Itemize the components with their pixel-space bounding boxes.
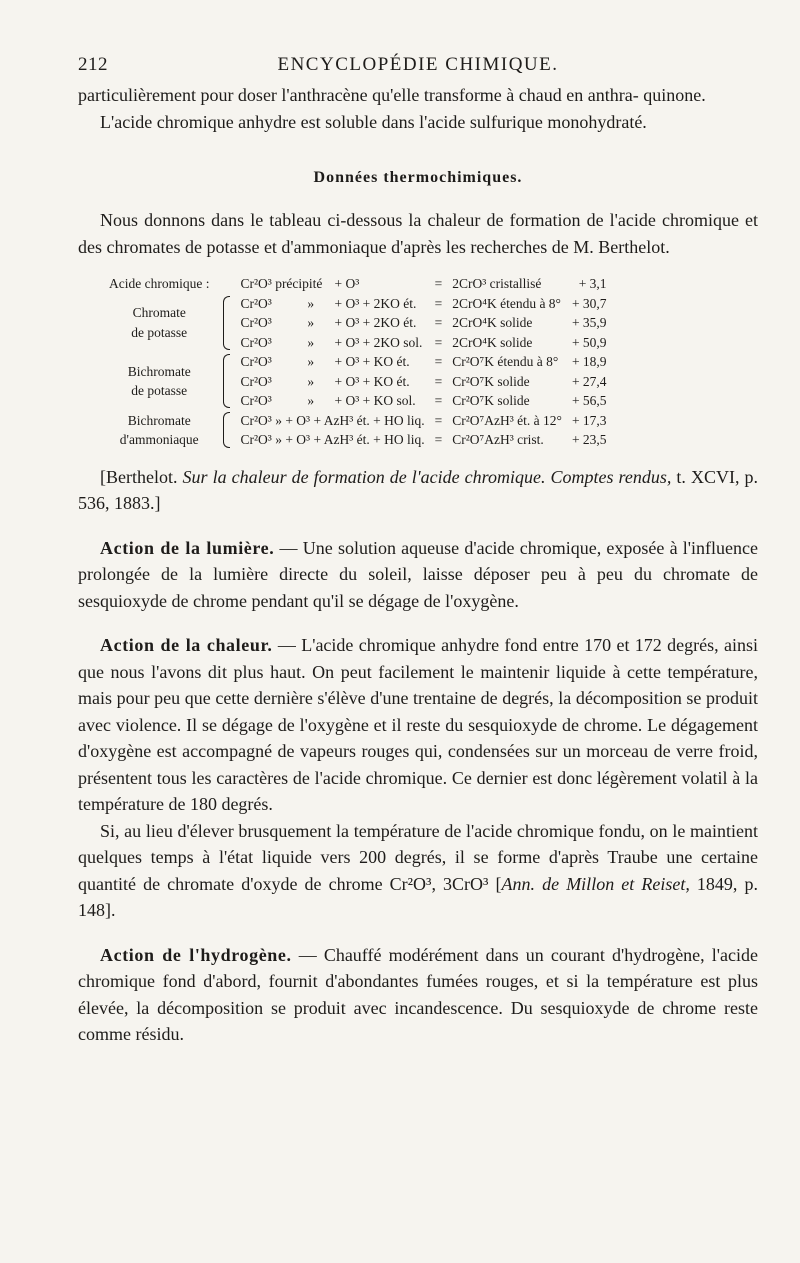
heat-value: + 30,7: [571, 295, 607, 311]
ditto-mark: »: [307, 315, 315, 330]
reactant: Cr²O³: [240, 315, 272, 330]
heat-value: + 35,9: [571, 315, 607, 330]
ditto-mark: »: [307, 334, 315, 350]
running-head: ENCYCLOPÉDIE CHIMIQUE.: [277, 54, 559, 75]
thermochemistry-table: [104, 274, 612, 450]
citation: [Berthelot. Sur la chaleur de formation de l'acide chromique. Comptes rendus, t. XCVI, p. 536, 1883.]: [78, 466, 759, 513]
heat-value: + 3,1: [578, 276, 607, 291]
added-reagents: + O³: [334, 276, 360, 291]
product: Cr²O⁷AzH³ crist.: [452, 432, 544, 447]
reactant: Cr²O³: [240, 393, 272, 408]
product: Cr²O⁷AzH³ ét. à 12°: [452, 412, 562, 428]
equals-sign: =: [434, 354, 443, 369]
table-row: [104, 411, 612, 431]
added-reagents: + O³ + 2KO ét.: [334, 295, 417, 311]
brace-icon: [223, 412, 230, 448]
heat-value: + 18,9: [571, 354, 607, 369]
group-label-bichromate: Bichromate de potasse: [127, 363, 191, 399]
row-label: Acide chromique :: [109, 276, 210, 291]
reactant: Cr²O³ » + O³ + AzH³ ét. + HO liq.: [240, 412, 425, 428]
equals-sign: =: [434, 432, 443, 447]
added-reagents: + O³ + KO ét.: [334, 373, 410, 389]
reactant: Cr²O³ » + O³ + AzH³ ét. + HO liq.: [240, 432, 425, 447]
ditto-mark: »: [307, 393, 315, 408]
page-header: [78, 50, 758, 82]
heading-hydrogene: Action de l'hydrogène.: [100, 944, 292, 965]
intro-paragraph: L'acide chromique anhydre est soluble dans l'acide sulfurique monohydraté.: [100, 111, 647, 132]
table-row: [104, 294, 612, 314]
group-label-chromate: Chromate de potasse: [131, 305, 188, 340]
ditto-mark: »: [307, 373, 315, 389]
reactant: Cr²O³: [240, 295, 272, 311]
paragraph-lumiere: Action de la lumière. — Une solution aqueuse d'acide chromique, exposée à l'influence prolongée de la lumière directe du soleil, laisse déposer peu à peu du chromate de sesquioxyde de chrome pendant qu'il se dégage de l'oxygène.: [78, 537, 759, 611]
reactant: Cr²O³: [240, 373, 272, 389]
added-reagents: + O³ + 2KO sol.: [334, 334, 423, 350]
product: 2CrO⁴K étendu à 8°: [452, 295, 561, 311]
added-reagents: + O³ + KO ét.: [334, 354, 410, 369]
paragraph-hydrogene: Action de l'hydrogène. — Chauffé modérément dans un courant d'hydrogène, l'acide chromique fond d'abord, fournit d'abondantes fumées rouges, et si la température est plus élevée, la décomposition se produit avec incandescence. Du sesquioxyde de chrome reste comme résidu.: [78, 944, 758, 1044]
added-reagents: + O³ + 2KO ét.: [334, 315, 417, 330]
section-title: Données thermochimiques.: [313, 169, 523, 186]
intro-continuation: particulièrement pour doser l'anthracène qu'elle transforme à chaud en anthra- quinone.: [78, 85, 706, 105]
heat-value: + 56,5: [571, 393, 607, 408]
brace-icon: [223, 296, 230, 350]
heat-value: + 27,4: [571, 373, 607, 389]
group-label-bichromate-ammoniaque: Bichromate d'ammoniaque: [119, 412, 199, 447]
product: Cr²O⁷K solide: [452, 393, 530, 408]
equals-sign: =: [434, 276, 443, 291]
ditto-mark: »: [307, 295, 315, 311]
product: Cr²O⁷K solide: [452, 373, 530, 389]
added-reagents: + O³ + KO sol.: [334, 393, 416, 408]
product: Cr²O⁷K étendu à 8°: [452, 354, 559, 369]
paragraph-chaleur: Action de la chaleur. — L'acide chromique anhydre fond entre 170 et 172 degrés, ainsi que nous l'avons dit plus haut. On peut facilement le maintenir liquide à cette température, mais pour peu que cette dernière s'élève d'une trentaine de degrés, la décomposition se produit avec violence. Il se dégage de l'oxygène et il reste du sesquioxyde de chrome. Le dégagement d'oxygène est accompagné de vapeurs rouges qui, condensées sur un morceau de verre froid, présentent tous les caractères de l'acide chromique. Ce dernier est donc légèrement volatil à la température de 180 degrés.: [78, 635, 758, 814]
product: 2CrO⁴K solide: [452, 315, 533, 330]
equals-sign: =: [434, 373, 443, 389]
equals-sign: =: [434, 334, 443, 350]
heading-lumiere: Action de la lumière.: [100, 537, 275, 558]
document-page: [78, 50, 758, 1048]
heat-value: + 23,5: [571, 432, 607, 447]
equals-sign: =: [434, 315, 443, 330]
paragraph-chaleur-2: Si, au lieu d'élever brusquement la température de l'acide chromique fondu, on le maintient quelques temps à l'état liquide vers 200 degrés, il se forme d'après Traube une certaine quantité de chromate d'oxyde de chrome Cr²O³, 3CrO³ [Ann. de Millon et Reiset, 1849, p. 148].: [78, 820, 759, 920]
heading-chaleur: Action de la chaleur.: [100, 635, 273, 655]
ditto-mark: »: [307, 354, 315, 369]
product: 2CrO³ cristallisé: [452, 276, 542, 291]
reactant: Cr²O³: [240, 354, 272, 369]
reactant: Cr²O³: [240, 334, 272, 350]
reactant: Cr²O³ précipité: [240, 276, 323, 291]
brace-icon: [223, 354, 230, 408]
equals-sign: =: [434, 412, 443, 428]
equals-sign: =: [434, 295, 443, 311]
heat-value: + 50,9: [571, 334, 607, 350]
heat-value: + 17,3: [571, 412, 607, 428]
table-row: [104, 352, 612, 372]
page-number: 212: [78, 54, 108, 75]
thermo-intro-paragraph: Nous donnons dans le tableau ci-dessous la chaleur de formation de l'acide chromique et des chromates de potasse et d'ammoniaque d'après les recherches de M. Berthelot.: [78, 210, 758, 257]
product: 2CrO⁴K solide: [452, 334, 533, 350]
table-row: [104, 274, 612, 294]
equals-sign: =: [434, 393, 443, 408]
